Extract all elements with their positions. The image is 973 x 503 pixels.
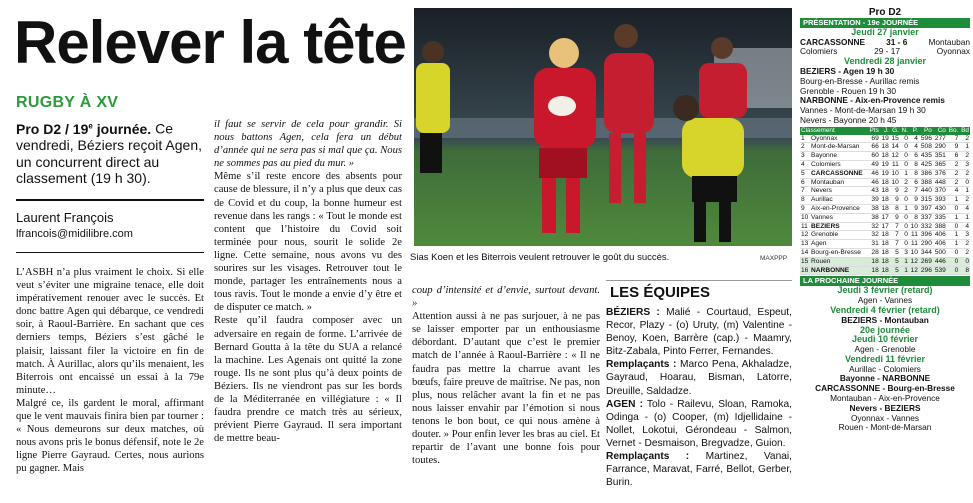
date-heading: Vendredi 28 janvier xyxy=(843,56,927,67)
stat-cell: 8 xyxy=(909,160,919,169)
team-cell: Colomiers xyxy=(810,160,868,169)
stat-cell: 8 xyxy=(959,266,970,275)
stat-cell: 18 xyxy=(881,231,889,239)
date-heading: Jeudi 10 février xyxy=(851,334,919,345)
team-cell: BEZIERS xyxy=(810,222,868,231)
stat-cell: 7 xyxy=(890,231,900,240)
stat-cell: 32 xyxy=(868,222,880,231)
stat-cell: 396 xyxy=(920,231,932,239)
stat-cell: 2 xyxy=(947,160,959,169)
team-line xyxy=(606,306,792,358)
stat-cell: 2 xyxy=(947,178,959,187)
fixture-line: Rouen - Mont-de-Marsan xyxy=(838,422,932,433)
paragraph: Attention aussi à ne pas surjouer, à ne pas se laisser emporter par un enthousiasme débordant. D’autant que c’est le premier match de l’année à Raoul-Barrière : « Il ne faudra pas mettre la charrue avant les bœufs, faire preuve de maîtrise. Ne pas, non plus, nous relâcher avant la fin et ne pas nous laisser envahir par l’émotion si nous tenons le bon bout, ce qui nous amène à douter. » Pour enfin lever les bras au ciel. Et repartir de l’avant une bonne fois pour toutes. xyxy=(412,311,600,467)
table-row xyxy=(800,213,970,222)
stat-cell: 296 xyxy=(920,266,932,274)
rugby-photo xyxy=(414,8,792,246)
paragraph: Malgré ce, ils gardent le moral, affirmant que le vent mauvais finira bien par tourner : « Nous demeurons sur deux matches, où nous avons pris le bonus défensif, note le 2e ligne Pierre Gayraud. Certes, nous aurions pu gagner. Mais xyxy=(16,397,204,475)
table-row xyxy=(800,160,970,169)
stat-cell: 43 xyxy=(868,187,880,196)
stat-cell: 2 xyxy=(959,240,970,249)
stat-cell: 18 xyxy=(881,143,889,151)
standings-table xyxy=(800,127,970,276)
team-label: BÉZIERS : xyxy=(606,307,660,318)
stat-cell: 39 xyxy=(868,196,880,205)
rank-cell: 8 xyxy=(800,196,810,205)
stat-cell: 11 xyxy=(909,231,919,240)
stat-cell: 0 xyxy=(900,152,909,161)
fixture-line: NARBONNE - Aix-en-Provence remis xyxy=(800,95,945,106)
standings-header xyxy=(800,127,970,135)
stat-cell: 11 xyxy=(890,160,900,169)
stat-cell: 539 xyxy=(934,266,946,274)
stat-cell: 1 xyxy=(959,143,970,152)
team-cell: NARBONNE xyxy=(810,266,868,275)
author: Laurent François xyxy=(16,210,114,225)
stat-cell: 9 xyxy=(890,213,900,222)
rank-cell: 3 xyxy=(800,152,810,161)
team-text: Malié - Courtaud, Espeut, Recor, Plazy - (o) Uruty, (m) Valentine - Benoy, Koen, Barrère (cap.) - Maamry, Bitz-Zabala, Pinto Ferrer, Fernandes. xyxy=(606,307,792,358)
fixture-line: Vannes - Mont-de-Marsan 19 h 30 xyxy=(800,105,926,116)
stat-cell: 18 xyxy=(868,266,880,275)
col-header: J. xyxy=(883,126,889,134)
home-team: CARCASSONNE xyxy=(800,36,865,47)
table-row xyxy=(800,222,970,231)
stat-cell: 370 xyxy=(934,187,946,195)
stat-cell: 10 xyxy=(891,178,899,186)
stat-cell: 1 xyxy=(959,187,970,196)
table-row xyxy=(800,135,970,143)
stat-cell: 38 xyxy=(868,204,880,213)
stat-cell: 388 xyxy=(920,178,932,186)
stat-cell: 332 xyxy=(920,222,932,230)
stat-cell: 19 xyxy=(881,134,889,142)
date-heading: 20e journée xyxy=(859,324,911,335)
stat-cell: 8 xyxy=(909,169,919,178)
stat-cell: 393 xyxy=(934,196,946,204)
stat-cell: 18 xyxy=(881,196,889,204)
fixture-line: Bourg-en-Bresse - Aurillac remis xyxy=(800,75,920,86)
stat-cell: 12 xyxy=(891,152,899,160)
team-line xyxy=(606,358,792,397)
stat-cell: 4 xyxy=(947,187,959,196)
subhead xyxy=(16,118,202,187)
stat-cell: 46 xyxy=(868,178,880,187)
stat-cell: 14 xyxy=(891,143,899,151)
stat-cell: 440 xyxy=(920,187,932,195)
date-heading: Vendredi 11 février xyxy=(844,353,926,364)
team-label: Remplaçants : xyxy=(606,451,690,463)
table-row xyxy=(800,196,970,205)
section-kicker: RUGBY À XV xyxy=(16,94,119,111)
stat-cell: 18 xyxy=(868,257,880,266)
table-row xyxy=(800,240,970,249)
stat-cell: 344 xyxy=(920,248,932,256)
stat-cell: 1 xyxy=(959,213,970,222)
home-team: Colomiers xyxy=(800,46,838,57)
teams-block xyxy=(606,306,792,489)
table-row xyxy=(800,204,970,213)
stat-cell: 386 xyxy=(920,169,932,177)
team-line xyxy=(606,450,792,489)
sidebar-title: Pro D2 xyxy=(868,7,902,18)
stat-cell: 18 xyxy=(881,257,889,265)
stat-cell: 1 xyxy=(900,257,909,266)
stat-cell: 69 xyxy=(868,135,880,143)
stat-cell: 335 xyxy=(934,213,946,221)
stat-cell: 277 xyxy=(934,134,946,142)
stat-cell: 60 xyxy=(868,152,880,161)
score: 31 - 6 xyxy=(886,36,908,47)
stat-cell: 315 xyxy=(920,196,932,204)
stat-cell: 9 xyxy=(890,187,900,196)
team-cell: Aurillac xyxy=(810,196,868,205)
paragraph: Reste qu’il faudra composer avec un adversaire en regain de forme. L’arrivée de Bernard Goutta à la tête du SUA a relancé la machine. Les Agenais ont quitté la zone rouge. Ils ne sont plus qu’à deux points de Béziers. Ils ne viendront pas sur les bords de la Méditerranée en villégiature : « Il faudra prendre ce match très au sérieux, prévient Pierre Gayraud. Il sera important de mettre beau- xyxy=(214,315,402,445)
team-cell: Oyonnax xyxy=(810,135,868,143)
stat-cell: 6 xyxy=(909,178,919,187)
paragraph: L’ASBH n’a plus vraiment le choix. Si elle veut s’éviter une migraine tenace, elle doit impérativement renouer avec le succès. Et donc battre Agen qui débarque, ce vendredi soir, à Raoul-Barrière. En sachant que ces derniers temps, Béziers s’est gâché le plaisir, laissant filer la victoire en fin de match. À Aurillac, alors qu’ils menaient, les Biterrois ont encaissé un essai à la 79e minute… xyxy=(16,267,204,396)
fixture-line: Nevers - Bayonne 20 h 45 xyxy=(800,114,897,125)
team-cell: Grenoble xyxy=(810,231,868,240)
team-cell: Aix-en-Provence xyxy=(810,204,868,213)
stat-cell: 430 xyxy=(934,204,946,212)
stat-cell: 0 xyxy=(900,160,909,169)
stat-cell: 500 xyxy=(934,248,946,256)
stat-cell: 446 xyxy=(934,257,946,265)
author-email[interactable]: lfrancois@midilibre.com xyxy=(16,228,133,240)
stat-cell: 1 xyxy=(900,266,909,275)
stat-cell: 376 xyxy=(934,169,946,177)
stat-cell: 9 xyxy=(909,204,919,213)
next-round-label: LA PROCHAINE JOURNÉE xyxy=(800,276,970,286)
rank-cell: 10 xyxy=(801,213,809,221)
stat-cell: 19 xyxy=(881,169,889,177)
stat-cell: 596 xyxy=(920,134,932,142)
team-cell: CARCASSONNE xyxy=(810,169,868,178)
away-team: Oyonnax xyxy=(936,46,970,57)
stat-cell: 0 xyxy=(947,204,959,213)
team-cell: Nevers xyxy=(810,187,868,196)
team-text: Marco Pena, Akhaladze, Gayraud, Hoarau, Bisman, Latorre, Dreuille, Saldadze. xyxy=(606,359,793,397)
stat-cell: 406 xyxy=(934,240,946,248)
date-heading: Vendredi 4 février (retard) xyxy=(830,304,940,315)
stat-cell: 0 xyxy=(947,222,959,231)
team-cell: Agen xyxy=(810,240,868,249)
stat-cell: 18 xyxy=(881,266,889,274)
col-header: P. xyxy=(912,126,918,134)
rank-cell: 13 xyxy=(801,240,809,248)
stat-cell: 351 xyxy=(934,152,946,160)
stat-cell: 7 xyxy=(909,187,919,196)
stat-cell: 1 xyxy=(947,240,959,249)
divider xyxy=(16,199,204,201)
team-cell: Vannes xyxy=(810,213,868,222)
table-row xyxy=(800,187,970,196)
table-row xyxy=(800,143,970,152)
team-cell: Bourg-en-Bresse xyxy=(810,248,868,257)
subhead-text: Ce vendredi, Béziers reçoit Agen, un concurrent direct au classement (19 h 30). xyxy=(16,120,202,187)
paragraph: coup d’intensité et d’envie, surtout devant. » xyxy=(412,285,600,310)
stat-cell: 28 xyxy=(868,248,880,257)
stat-cell: 46 xyxy=(868,169,880,178)
rank-cell: 7 xyxy=(800,187,810,196)
article-column-3 xyxy=(412,284,600,467)
stat-cell: 388 xyxy=(934,222,946,230)
rank-cell: 6 xyxy=(800,178,810,187)
photo-caption: Sias Koen et les Biterrois veulent retrouver le goût du succès. xyxy=(410,252,670,263)
stat-cell: 3 xyxy=(959,160,970,169)
fixture-line: Grenoble - Rouen 19 h 30 xyxy=(800,85,896,96)
stat-cell: 6 xyxy=(947,152,959,161)
rank-cell: 12 xyxy=(801,231,809,239)
stat-cell: 38 xyxy=(868,213,880,222)
stat-cell: 0 xyxy=(900,135,909,143)
stat-cell: 3 xyxy=(900,248,909,257)
fixture-line: Montauban - Aix-en-Provence xyxy=(830,393,940,404)
team-text: Tolo - Railevu, Sloan, Ramoka, Odinga - (o) Cooper, (m) Idjellidaine - Nollet, Lokotui, Gérondeau - Salmon, Vernet - Desmaison, Bregvadze, Guion. xyxy=(606,398,792,449)
col-header: Bd xyxy=(961,126,969,134)
stat-cell: 10 xyxy=(910,222,918,230)
stat-cell: 0 xyxy=(959,257,970,266)
stat-cell: 425 xyxy=(920,160,932,168)
stat-cell: 18 xyxy=(881,187,889,195)
rank-cell: 16 xyxy=(801,266,809,274)
rank-cell: 4 xyxy=(800,160,810,169)
rugby-players-illustration xyxy=(414,8,792,246)
fixture-line: Agen - Vannes xyxy=(857,295,913,306)
headline: Relever la tête xyxy=(14,9,406,76)
stat-cell: 2 xyxy=(959,196,970,205)
fixture-line: CARCASSONNE - Bourg-en-Bresse xyxy=(815,383,955,394)
photo-credit: MAXPPP xyxy=(760,255,788,262)
fixture-line: Bayonne - NARBONNE xyxy=(839,373,931,384)
stat-cell: 1 xyxy=(900,204,909,213)
teams-title: LES ÉQUIPES xyxy=(610,284,711,301)
stat-cell: 10 xyxy=(891,169,899,177)
rank-cell: 15 xyxy=(801,257,809,265)
stat-cell: 8 xyxy=(909,213,919,222)
stat-cell: 0 xyxy=(900,222,909,231)
subhead-rest: journée. xyxy=(92,120,152,137)
date-heading: Jeudi 27 janvier xyxy=(851,26,919,37)
article-column-2 xyxy=(214,118,402,445)
rank-cell: 9 xyxy=(800,204,810,213)
stat-cell: 9 xyxy=(947,143,959,152)
col-header: Po xyxy=(924,126,932,134)
team-line xyxy=(606,398,792,450)
stat-cell: 1 xyxy=(947,231,959,240)
stat-cell: 0 xyxy=(900,213,909,222)
stat-cell: 4 xyxy=(959,222,970,231)
sidebar-pro-d2 xyxy=(800,8,970,433)
stat-cell: 8 xyxy=(890,204,900,213)
fixture-line: Nevers - BEZIERS xyxy=(849,402,921,413)
stat-cell: 2 xyxy=(900,178,909,187)
team-label: Remplaçants : xyxy=(606,359,677,371)
stat-cell: 1 xyxy=(947,196,959,205)
paragraph: il faut se servir de cela pour grandir. Si nous battons Agen, cela fera un début d’année qui ne sera pas si mal que ça. Nous ne sommes pas au pied du mur. » xyxy=(214,119,402,170)
subhead-sup: e xyxy=(88,121,93,130)
fixture-line: Oyonnax - Vannes xyxy=(850,412,920,423)
stat-cell: 5 xyxy=(890,248,900,257)
date-heading: Jeudi 3 février (retard) xyxy=(837,285,933,296)
stat-cell: 397 xyxy=(920,204,932,212)
team-cell: Montauban xyxy=(810,178,868,187)
score: 29 - 17 xyxy=(874,46,900,57)
rank-cell: 11 xyxy=(800,222,810,231)
table-row xyxy=(800,178,970,187)
stat-cell: 406 xyxy=(934,231,946,239)
divider xyxy=(606,280,792,281)
stat-cell: 4 xyxy=(909,135,919,143)
paragraph: Même s’il reste encore des absents pour cause de blessure, il n’y a plus que deux cas de Covid et du coup, la bonne humeur est revenue dans les rangs : « Tout le monde est content que l’histoire du Covid soit terminée pour nous, sourit le solide 2e ligne. Cette semaine, nous avons vu des sourires sur les visages. Retrouver tout le monde, partager les entraînements nous a tous ravis. Tout le monde a envie d’y être et de disputer ce match. » xyxy=(214,171,402,314)
table-row xyxy=(800,169,970,178)
stat-cell: 448 xyxy=(934,178,946,186)
next-round-fixtures xyxy=(800,286,970,433)
stat-cell: 269 xyxy=(920,257,932,265)
stat-cell: 5 xyxy=(890,266,900,275)
stat-cell: 365 xyxy=(934,160,946,168)
team-cell: Bayonne xyxy=(810,152,868,161)
stat-cell: 18 xyxy=(881,248,889,256)
subhead-league: Pro D2 / 19 xyxy=(16,120,89,137)
stat-cell: 0 xyxy=(900,196,909,205)
fixture-line: Aurillac - Colomiers xyxy=(849,363,921,374)
article-column-1 xyxy=(16,266,204,476)
away-team: Montauban xyxy=(928,36,970,47)
stat-cell: 1 xyxy=(900,169,909,178)
presentation-label: PRÉSENTATION - 19e JOURNÉE xyxy=(800,18,970,28)
stat-cell: 3 xyxy=(959,231,970,240)
divider xyxy=(16,252,204,253)
stat-cell: 49 xyxy=(868,160,880,169)
table-row xyxy=(800,248,970,257)
stat-cell: 7 xyxy=(890,240,900,249)
stat-cell: 1 xyxy=(947,213,959,222)
stat-cell: 2 xyxy=(959,169,970,178)
fixture-line: BEZIERS - Montauban xyxy=(841,314,929,325)
rank-cell: 14 xyxy=(801,248,809,256)
col-header: G. xyxy=(892,126,899,134)
col-header: Classement xyxy=(801,126,835,134)
stat-cell: 0 xyxy=(900,231,909,240)
table-row xyxy=(800,231,970,240)
stat-cell: 4 xyxy=(959,204,970,213)
rank-cell: 5 xyxy=(800,169,810,178)
rank-cell: 2 xyxy=(800,143,810,152)
stat-cell: 2 xyxy=(959,152,970,161)
stat-cell: 18 xyxy=(881,152,889,160)
stat-cell: 5 xyxy=(890,257,900,266)
stat-cell: 508 xyxy=(920,143,932,151)
stat-cell: 0 xyxy=(900,240,909,249)
stat-cell: 2 xyxy=(947,169,959,178)
stat-cell: 66 xyxy=(868,143,880,152)
stat-cell: 0 xyxy=(947,266,959,275)
stat-cell: 6 xyxy=(909,152,919,161)
stat-cell: 11 xyxy=(909,240,919,249)
stat-cell: 2 xyxy=(959,248,970,257)
stat-cell: 32 xyxy=(868,231,880,240)
stat-cell: 0 xyxy=(947,257,959,266)
stat-cell: 9 xyxy=(890,196,900,205)
stat-cell: 290 xyxy=(934,143,946,151)
stat-cell: 19 xyxy=(881,160,889,168)
stat-cell: 0 xyxy=(947,248,959,257)
table-row xyxy=(800,257,970,266)
col-header: Bo. xyxy=(948,126,959,134)
stat-cell: 17 xyxy=(881,222,889,230)
stat-cell: 2 xyxy=(959,135,970,143)
stat-cell: 290 xyxy=(920,240,932,248)
stat-cell: 15 xyxy=(891,134,899,142)
col-header: Pts xyxy=(869,126,879,134)
col-header: Co xyxy=(937,126,946,134)
stat-cell: 2 xyxy=(900,187,909,196)
stat-cell: 18 xyxy=(881,204,889,212)
stat-cell: 17 xyxy=(881,213,889,221)
fixture-line: Agen - Grenoble xyxy=(854,344,916,355)
table-row xyxy=(800,152,970,161)
stat-cell: 0 xyxy=(900,143,909,152)
stat-cell: 31 xyxy=(868,240,880,249)
stat-cell: 4 xyxy=(909,143,919,152)
stat-cell: 9 xyxy=(909,196,919,205)
stat-cell: 18 xyxy=(881,240,889,248)
stat-cell: 7 xyxy=(890,222,900,231)
stat-cell: 337 xyxy=(920,213,932,221)
rank-cell: 1 xyxy=(800,135,810,143)
stat-cell: 12 xyxy=(910,257,918,265)
team-text: Martinez, Vanai, Farrance, Maravat, Farré, Bellot, Gerber, Burin. xyxy=(606,451,793,489)
standings-body xyxy=(800,135,970,275)
team-label: AGEN : xyxy=(606,398,643,410)
team-cell: Mont-de-Marsan xyxy=(810,143,868,152)
stat-cell: 12 xyxy=(910,266,918,274)
stat-cell: 7 xyxy=(947,135,959,143)
stat-cell: 18 xyxy=(881,178,889,186)
stat-cell: 10 xyxy=(910,248,918,256)
team-cell: Rouen xyxy=(810,257,868,266)
col-header: N. xyxy=(901,126,908,134)
table-row xyxy=(800,266,970,275)
fixture-line: BEZIERS - Agen 19 h 30 xyxy=(800,65,895,76)
stat-cell: 435 xyxy=(920,152,932,160)
stat-cell: 0 xyxy=(959,178,970,187)
